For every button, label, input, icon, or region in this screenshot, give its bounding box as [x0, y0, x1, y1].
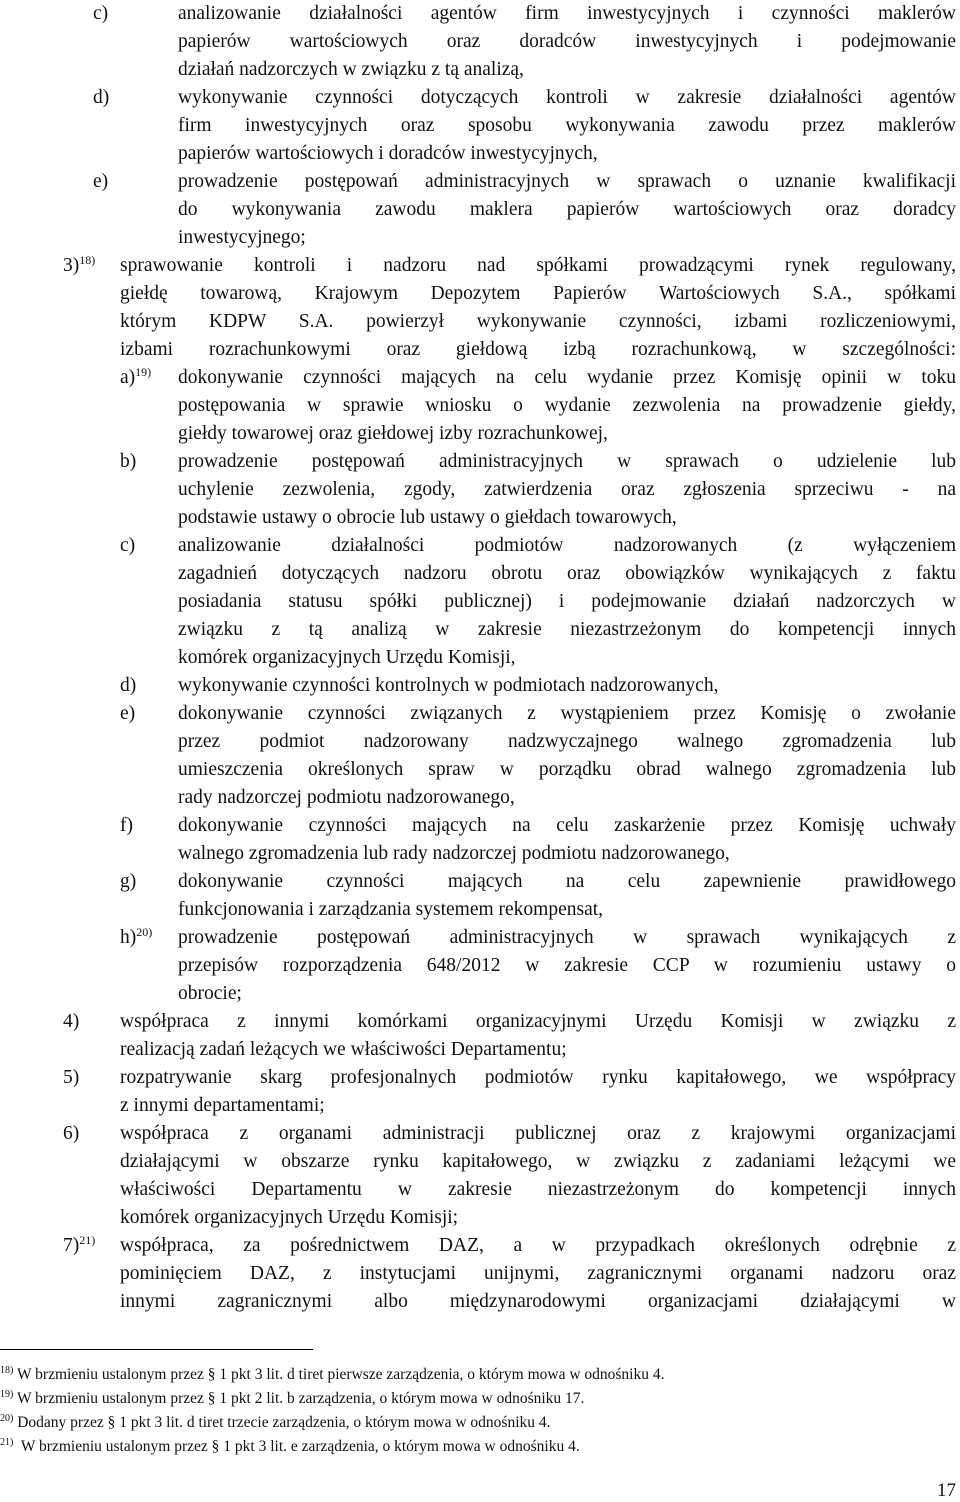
footnote-text: W brzmieniu ustalonym przez § 1 pkt 3 lit. d tiret pierwsze zarządzenia, o którym mowa w odnośniku 4. [16, 1366, 665, 1383]
text-line: wykonywanie czynności kontrolnych w podmiotach nadzorowanych, [178, 675, 719, 696]
footnote [0, 1436, 580, 1458]
footnote-number: 20) [0, 1413, 14, 1424]
item-marker-7: 7)$^{21)}$ [63, 1233, 96, 1256]
text-line: prowadzenie postępowań administracyjnych w sprawach wynikających z [178, 927, 956, 948]
text-line: inwestycyjnego; [178, 227, 306, 248]
item-marker-g: g) [120, 871, 137, 892]
text-line: współpraca z organami administracji publicznej oraz z krajowymi organizacjami [120, 1123, 956, 1144]
item-marker-4: 4) [63, 1011, 80, 1032]
item-marker-e: e) [93, 171, 109, 192]
text-line: współpraca z innymi komórkami organizacyjnymi Urzędu Komisji w związku z [120, 1011, 956, 1032]
footnote-ref-20: 20) [136, 925, 153, 939]
footnote-ref-18: 18) [79, 253, 96, 267]
footnote-text: W brzmieniu ustalonym przez § 1 pkt 3 lit. e zarządzenia, o którym mowa w odnośniku 4. [20, 1438, 580, 1455]
text-line: wykonywanie czynności dotyczących kontroli w zakresie działalności agentów [178, 87, 956, 108]
footnote [0, 1388, 584, 1410]
text-line: analizowanie działalności podmiotów nadzorowanych (z wyłączeniem [178, 535, 956, 556]
item-marker-a: a)$^{19)}$ [120, 365, 152, 388]
footnote-number: 19) [0, 1389, 14, 1400]
text-line: komórek organizacyjnych Urzędu Komisji, [178, 647, 516, 668]
footnote-number: 21) [0, 1437, 14, 1448]
text-line: walnego zgromadzenia lub rady nadzorczej podmiotu nadzorowanego, [178, 843, 730, 864]
footnote-ref-19: 19) [135, 365, 152, 379]
text-line: papierów wartościowych oraz doradców inwestycyjnych i podejmowanie [178, 31, 956, 52]
item-marker-h: h)$^{20)}$ [120, 925, 153, 948]
text-line: przepisów rozporządzenia 648/2012 w zakresie CCP w rozumieniu ustawy o [178, 955, 956, 976]
page-number: 17 [937, 1480, 956, 1501]
text-line: komórek organizacyjnych Urzędu Komisji; [120, 1207, 459, 1228]
footnote-separator [0, 1349, 313, 1350]
text-line: izbami rozrachunkowymi oraz giełdową izbą rozrachunkową, w szczególności: [120, 339, 956, 360]
text-line: giełdy towarowej oraz giełdowej izby rozrachunkowej, [178, 423, 608, 444]
text-line: dokonywanie czynności mających na celu zaskarżenie przez Komisję uchwały [178, 815, 956, 836]
text-line: przez podmiot nadzorowany nadzwyczajnego walnego zgromadzenia lub [178, 731, 956, 752]
text-line: pominięciem DAZ, z instytucjami unijnymi, zagranicznymi organami nadzoru oraz [120, 1263, 956, 1284]
text-line: uchylenie zezwolenia, zgody, zatwierdzenia oraz zgłoszenia sprzeciwu - na [178, 479, 956, 500]
text-line: prowadzenie postępowań administracyjnych w sprawach o udzielenie lub [178, 451, 956, 472]
text-line: właściwości Departamentu w zakresie niezastrzeżonym do kompetencji innych [120, 1179, 956, 1200]
text-line: innymi zagranicznymi albo międzynarodowymi organizacjami działającymi w [120, 1291, 956, 1312]
text-line: papierów wartościowych i doradców inwestycyjnych, [178, 143, 598, 164]
text-line: realizacją zadań leżących we właściwości Departamentu; [120, 1039, 567, 1060]
text-line: dokonywanie czynności mających na celu zapewnienie prawidłowego [178, 871, 956, 892]
text-line: działań nadzorczych w związku z tą analizą, [178, 59, 524, 80]
text-line: posiadania statusu spółki publicznej) i podejmowanie działań nadzorczych w [178, 591, 956, 612]
text-line: dokonywanie czynności mających na celu wydanie przez Komisję opinii w toku [178, 367, 956, 388]
item-marker-b: b) [120, 451, 137, 472]
item-marker-c: c) [93, 3, 109, 24]
item-marker-d: d) [93, 87, 110, 108]
footnote-number: 18) [0, 1365, 14, 1376]
text-line: działającymi w obszarze rynku kapitałowego, w związku z zadaniami leżącymi we [120, 1151, 956, 1172]
item-marker-f: f) [120, 815, 133, 836]
text-line: z innymi departamentami; [120, 1095, 325, 1116]
text-line: podstawie ustawy o obrocie lub ustawy o giełdach towarowych, [178, 507, 677, 528]
footnote-ref-21: 21) [79, 1233, 96, 1247]
item-marker-5: 5) [63, 1067, 80, 1088]
text-line: współpraca, za pośrednictwem DAZ, a w przypadkach określonych odrębnie z [120, 1235, 956, 1256]
text-line: postępowania w sprawie wniosku o wydanie zezwolenia na prowadzenie giełdy, [178, 395, 956, 416]
text-line: sprawowanie kontroli i nadzoru nad spółkami prowadzącymi rynek regulowany, [120, 255, 956, 276]
text-line: analizowanie działalności agentów firm inwestycyjnych i czynności maklerów [178, 3, 956, 24]
item-marker-3: 3)$^{18)}$ [63, 253, 96, 276]
item-marker-c2: c) [120, 535, 136, 556]
text-line: do wykonywania zawodu maklera papierów wartościowych oraz doradcy [178, 199, 956, 220]
text-line: funkcjonowania i zarządzania systemem rekompensat, [178, 899, 604, 920]
text-line: związku z tą analizą w zakresie niezastrzeżonym do kompetencji innych [178, 619, 956, 640]
item-marker-6: 6) [63, 1123, 80, 1144]
footnote-text: W brzmieniu ustalonym przez § 1 pkt 2 lit. b zarządzenia, o którym mowa w odnośniku 17. [16, 1390, 585, 1407]
text-line: zagadnień dotyczących nadzoru obrotu oraz obowiązków wynikających z faktu [178, 563, 956, 584]
footnote [0, 1364, 664, 1386]
text-line: giełdę towarową, Krajowym Depozytem Papierów Wartościowych S.A., spółkami [120, 283, 956, 304]
text-line: rozpatrywanie skarg profesjonalnych podmiotów rynku kapitałowego, we współpracy [120, 1067, 956, 1088]
text-line: prowadzenie postępowań administracyjnych w sprawach o uznanie kwalifikacji [178, 171, 956, 192]
footnote [0, 1412, 551, 1434]
text-line: dokonywanie czynności związanych z wystąpieniem przez Komisję o zwołanie [178, 703, 956, 724]
text-line: rady nadzorczej podmiotu nadzorowanego, [178, 787, 515, 808]
text-line: obrocie; [178, 983, 242, 1004]
text-line: firm inwestycyjnych oraz sposobu wykonywania zawodu przez maklerów [178, 115, 956, 136]
text-line: umieszczenia określonych spraw w porządku obrad walnego zgromadzenia lub [178, 759, 956, 780]
text-line: którym KDPW S.A. powierzył wykonywanie czynności, izbami rozliczeniowymi, [120, 311, 956, 332]
item-marker-d2: d) [120, 675, 137, 696]
footnote-text: Dodany przez § 1 pkt 3 lit. d tiret trzecie zarządzenia, o którym mowa w odnośniku 4. [17, 1414, 551, 1431]
item-marker-e2: e) [120, 703, 136, 724]
